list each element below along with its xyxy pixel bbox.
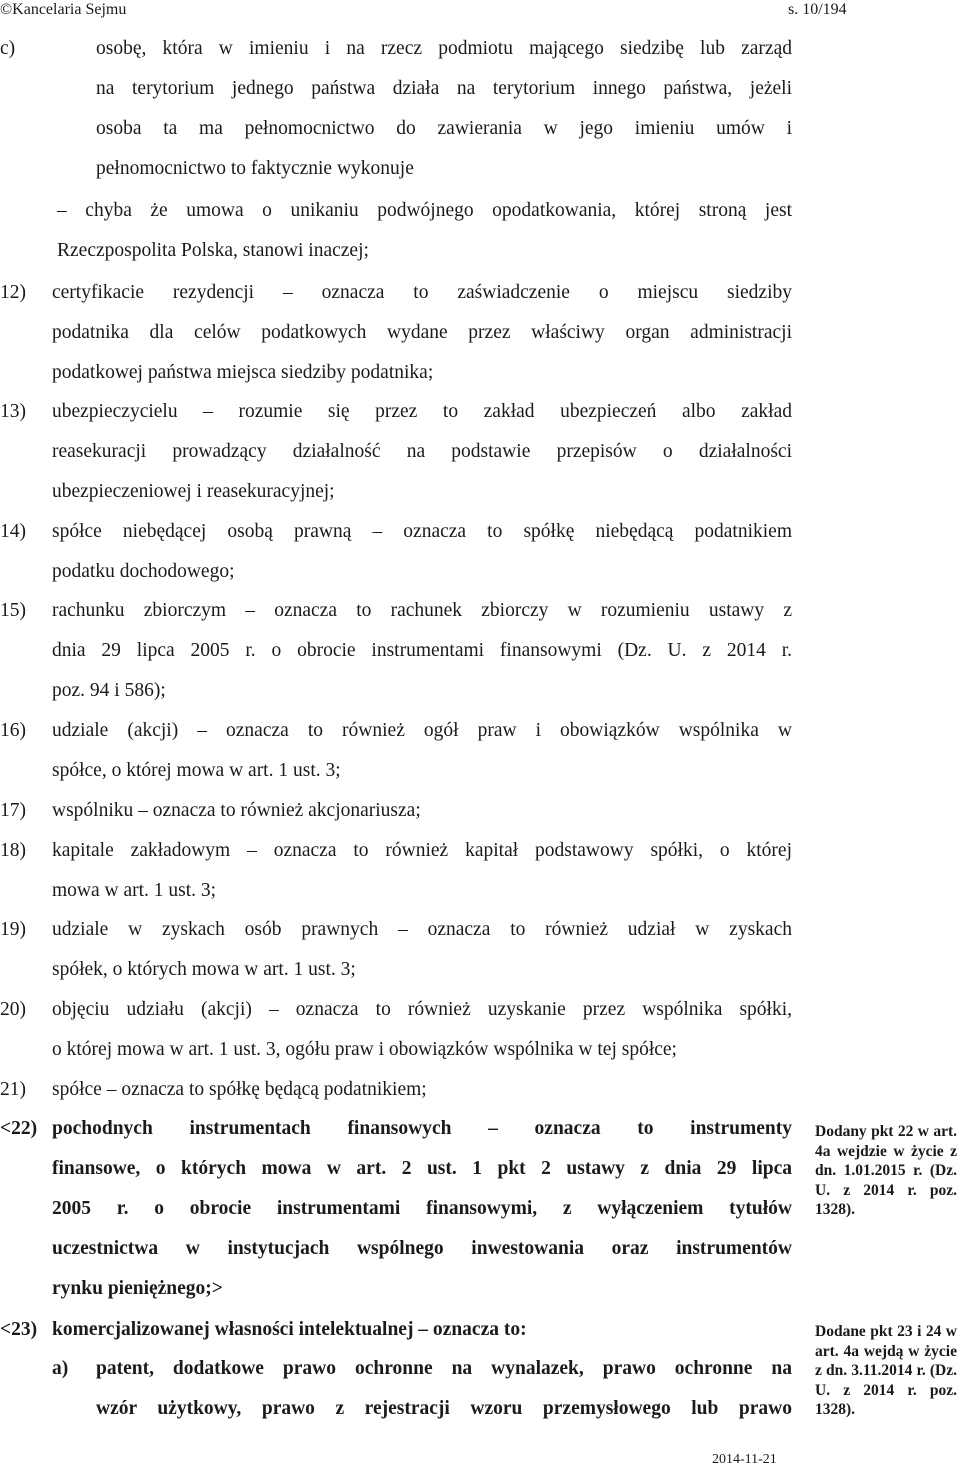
item-label: 16) [0, 720, 26, 741]
text-line: spółek, o których mowa w art. 1 ust. 3; [52, 959, 356, 980]
text-line: certyfikacie rezydencji – oznacza to zaświadczenie o miejscu siedziby [52, 282, 792, 303]
text-line: kapitale zakładowym – oznacza to również kapitał podstawowy spółki, o której [52, 840, 792, 861]
margin-note-pkt-23-24: Dodane pkt 23 i 24 w art. 4a wejdą w życie z dn. 3.11.2014 r. (Dz. U. z 2014 r. poz. 1328). [815, 1323, 957, 1418]
text-line: udziale w zyskach osób prawnych – oznacza to również udział w zyskach [52, 919, 792, 940]
text-line: ubezpieczeniowej i reasekuracyjnej; [52, 481, 335, 502]
text-line: komercjalizowanej własności intelektualnej – oznacza to: [52, 1319, 527, 1340]
item-label: a) [52, 1358, 69, 1379]
item-label: 21) [0, 1079, 26, 1100]
text-line: o której mowa w art. 1 ust. 3, ogółu praw i obowiązków wspólnika w tej spółce; [52, 1039, 677, 1060]
text-line: – chyba że umowa o unikaniu podwójnego opodatkowania, której stroną jest [57, 200, 792, 221]
text-line: rachunku zbiorczym – oznacza to rachunek zbiorczy w rozumieniu ustawy z [52, 600, 792, 621]
item-label: 13) [0, 401, 26, 422]
item-label: 14) [0, 521, 26, 542]
item-label: 15) [0, 600, 26, 621]
text-line: podatkowej państwa miejsca siedziby podatnika; [52, 362, 434, 383]
text-line: udziale (akcji) – oznacza to również ogół praw i obowiązków wspólnika w [52, 720, 792, 741]
text-line: wspólniku – oznacza to również akcjonariusza; [52, 800, 421, 821]
text-line: poz. 94 i 586); [52, 680, 166, 701]
text-line: objęciu udziału (akcji) – oznacza to również uzyskanie przez wspólnika spółki, [52, 999, 792, 1020]
text-line: spółce – oznacza to spółkę będącą podatnikiem; [52, 1079, 427, 1100]
item-label: 17) [0, 800, 26, 821]
text-line: podatku dochodowego; [52, 561, 235, 582]
text-line: mowa w art. 1 ust. 3; [52, 880, 217, 901]
text-line: spółce niebędącej osobą prawną – oznacza to spółkę niebędącą podatnikiem [52, 521, 792, 542]
item-label: 18) [0, 840, 26, 861]
item-label: <22) [0, 1118, 38, 1139]
text-line: finansowe, o których mowa w art. 2 ust. 1 pkt 2 ustawy z dnia 29 lipca [52, 1158, 792, 1179]
text-line: reasekuracji prowadzący działalność na podstawie przepisów o działalności [52, 441, 792, 462]
text-line: podatnika dla celów podatkowych wydane przez właściwy organ administracji [52, 322, 792, 343]
header-source: ©Kancelaria Sejmu [0, 1, 127, 18]
text-line: osoba ta ma pełnomocnictwo do zawierania w jego imieniu umów i [96, 118, 792, 139]
text-line: Rzeczpospolita Polska, stanowi inaczej; [57, 240, 369, 261]
text-line: wzór użytkowy, prawo z rejestracji wzoru przemysłowego lub prawo [96, 1398, 792, 1419]
text-line: 2005 r. o obrocie instrumentami finansowymi, z wyłączeniem tytułów [52, 1198, 792, 1219]
item-label: 19) [0, 919, 26, 940]
header-page-number: s. 10/194 [788, 1, 847, 18]
text-line: uczestnictwa w instytucjach wspólnego inwestowania oraz instrumentów [52, 1238, 792, 1259]
footer-date: 2014-11-21 [712, 1452, 777, 1467]
text-line: pochodnych instrumentach finansowych – oznacza to instrumenty [52, 1118, 792, 1139]
item-label: 12) [0, 282, 26, 303]
text-line: dnia 29 lipca 2005 r. o obrocie instrumentami finansowymi (Dz. U. z 2014 r. [52, 640, 792, 661]
item-label: 20) [0, 999, 26, 1020]
margin-note-pkt-22: Dodany pkt 22 w art. 4a wejdzie w życie z dn. 1.01.2015 r. (Dz. U. z 2014 r. poz. 1328). [815, 1123, 957, 1218]
text-line: rynku pieniężnego;> [52, 1278, 223, 1299]
text-line: ubezpieczycielu – rozumie się przez to zakład ubezpieczeń albo zakład [52, 401, 792, 422]
item-label: <23) [0, 1319, 38, 1340]
item-label: c) [0, 38, 16, 59]
text-line: osobę, która w imieniu i na rzecz podmiotu mającego siedzibę lub zarząd [96, 38, 792, 59]
text-line: na terytorium jednego państwa działa na terytorium innego państwa, jeżeli [96, 78, 792, 99]
text-line: patent, dodatkowe prawo ochronne na wynalazek, prawo ochronne na [96, 1358, 792, 1379]
text-line: pełnomocnictwo to faktycznie wykonuje [96, 158, 414, 179]
text-line: spółce, o której mowa w art. 1 ust. 3; [52, 760, 341, 781]
